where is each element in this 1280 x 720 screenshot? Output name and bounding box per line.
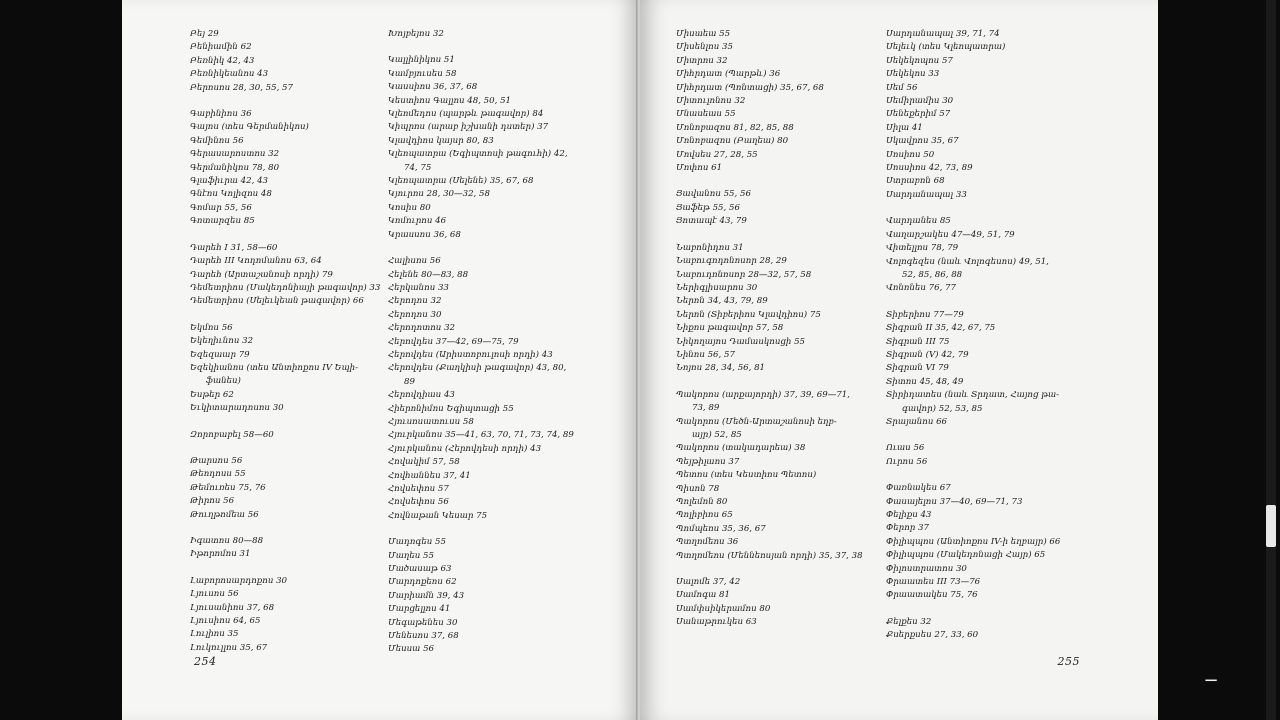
index-entry: Լյուսիոս 64, 65 [190,616,261,627]
page-left [122,0,638,720]
index-entry: Կրասսոս 36, 68 [388,229,461,240]
index-entry: Յաֆեթ 55, 56 [676,202,740,213]
index-entry: Հովսեփոս 56 [388,497,449,508]
index-entry: Մեսսա 56 [388,644,434,655]
index-entry: Դարեհ III Կոդոմանոս 63, 64 [190,256,322,267]
index-entry: Նաբուդոնոսոր 28—32, 57, 58 [676,269,812,280]
index-entry: Հերկանոս 33 [388,282,449,293]
index-entry: Տիգրան II 35, 42, 67, 75 [886,323,996,334]
index-entry: Մարիամն 39, 43 [388,590,465,601]
index-entry: Սենեքերիմ 57 [886,109,951,120]
index-entry: Կլեոպատրա (Եգիպտոսի թագուհի) 42, [388,149,568,160]
index-gap [190,442,390,455]
index-entry: Հելենե 80—83, 88 [388,269,469,280]
index-entry: Պտղոմեոս 36 [676,537,739,548]
index-entry: Վաղարշակես 47—49, 51, 79 [886,229,1015,240]
index-entry: Քսերքսես 27, 33, 60 [886,630,979,641]
index-entry: Սեկեկոպոս 57 [886,55,953,66]
page-right [640,0,1158,720]
index-gap [190,416,390,429]
index-entry: Միսաեա 55 [676,29,731,39]
index-entry: Միտրոս 32 [676,55,728,66]
index-entry: Զորոբաբել 58—60 [190,429,274,440]
index-entry: Հովակիմ 57, 58 [388,457,460,468]
index-entry: Իգատոս 80—88 [190,536,264,546]
index-entry: Վիտելլոս 78, 79 [886,243,959,254]
index-entry: Սարդանապալ 33 [886,189,967,200]
index-entry: Լյուսոս 56 [190,589,239,600]
index-entry: Տիրիդատես (նաև Տրդատ, Հայոց թա- [886,390,1060,401]
index-entry: Կյուրոս 28, 30—32, 58 [388,189,490,200]
index-column-d [886,28,1090,643]
index-entry: Մեգաթենես 30 [388,617,458,628]
index-gap [886,202,1090,215]
index-entry: Բեյ 29 [190,29,219,39]
index-entry: Բենիամին 62 [190,42,252,53]
index-entry: Կլավդիոս կայսր 80, 83 [388,135,494,146]
index-entry: Լուլիոս 35 [190,629,239,640]
index-gap [676,175,882,188]
index-entry: Փերոր 37 [886,523,929,534]
index-entry: Մոնոբազոս 81, 82, 85, 88 [676,122,794,133]
index-entry: Գերասարոստոս 32 [190,149,280,160]
index-entry: Հյուրկանոս 35—41, 63, 70, 71, 73, 74, 89 [388,430,574,441]
index-entry: Միհրդատ (Պոնտացի) 35, 67, 68 [676,82,824,93]
index-entry: Բերոսոս 28, 30, 55, 57 [190,82,293,93]
index-entry: Ուաս 56 [886,443,925,454]
index-entry: Կոմուրոս 46 [388,216,447,227]
index-entry: Լուկուլլոս 35, 67 [190,642,268,653]
index-gap [886,296,1090,309]
index-entry: գավոր) 52, 53, 85 [902,403,983,414]
index-entry: Հերովդես (Քաղկիսի թագավոր) 43, 80, [388,363,567,374]
index-entry: Կոսիս 80 [388,202,431,213]
index-entry: Լաբորոսարդոքոս 30 [190,575,288,586]
index-gap [676,229,882,242]
index-entry: Ստրաբոն 68 [886,176,945,187]
index-entry: Հյուրկանոս (Հերովդեսի որդի) 43 [388,443,542,454]
index-entry: Հերոդոս 30 [388,309,442,320]
index-entry: Մադոգես 55 [388,537,446,548]
index-entry: Պոլեմոն 80 [676,497,728,507]
index-entry: Եսթեր 62 [190,389,234,400]
index-entry: Պոմպեոս 35, 36, 67 [676,523,766,534]
index-entry: Մենեսոս 37, 68 [388,631,459,642]
index-entry: Տիբերիոս 77—79 [886,309,964,320]
index-entry: Պետոս (տես Կեստիոս Պետոս) [676,470,817,481]
index-entry: Քելքես 32 [886,616,932,627]
index-entry: 73, 89 [692,403,720,414]
index-entry: Պակորոս (Մեծն-Արտաշանոսի եղբ- [676,416,837,427]
index-gap [190,562,390,575]
index-entry: Նոյոս 28, 34, 56, 81 [676,363,766,374]
index-entry: Նիկողայոս Դամասկոսցի 55 [676,336,806,347]
index-entry: Հյուսոսատուսս 58 [388,416,474,427]
index-entry: Պոլիբիոս 65 [676,510,733,521]
index-entry: Ներոն (Տիբերիոս Կլավդիոս) 75 [676,309,821,320]
index-entry: Գլաֆիւրա 42, 43 [190,176,269,187]
index-entry: Դեմետրիոս (Մակեդոնիայի թագավոր) 33 [190,282,381,293]
index-gap [190,522,390,535]
index-gap [190,229,390,242]
index-entry: Գայոս (տես Գերմանիկոս) [190,122,309,133]
index-entry: Սամփսիկերամոս 80 [676,603,771,614]
index-entry: Եզեկիանոս (տես Անտիոքոս IV Եպի- [190,362,359,373]
index-entry: Ուրոս 56 [886,456,928,467]
index-entry: Մարդոքեոս 62 [388,577,457,588]
index-entry: 89 [404,376,415,387]
index-entry: Սանաթրուկես 63 [676,617,757,628]
index-entry: Հերովդես (Արիստոբուլոսի որդի) 43 [388,349,553,360]
index-entry: Պիսոն 78 [676,483,720,494]
page-number: 255 [1057,655,1080,668]
index-entry: Սալոմե 37, 42 [676,577,741,588]
index-entry: Կեստիոս Գալլոս 48, 50, 51 [388,95,512,106]
index-gap [676,563,882,576]
index-entry: Հովսեփոս 57 [388,484,449,494]
index-entry: Տիտոս 45, 48, 49 [886,376,964,387]
index-entry: Պակորոս (արքայորդի) 37, 39, 69—71, [676,389,850,400]
index-entry: Փիլիպպոս (Անտիոքոս IV-ի եղբայր) 66 [886,536,1061,547]
index-gap [190,95,390,108]
index-entry: Փառնակես 67 [886,483,951,494]
index-entry: Ներոն 34, 43, 79, 89 [676,296,768,307]
index-entry: Թեոդոսս 55 [190,469,246,480]
index-entry: Եկեղիւնոս 32 [190,336,254,347]
index-entry: Հովնաթան Կեսար 75 [388,510,488,521]
index-entry: Միսենլոս 35 [676,42,733,53]
index-entry: Տիգրան (V) 42, 79 [886,349,969,360]
index-entry: Իթորոմոս 31 [190,549,251,560]
index-entry: Մաղես 55 [388,550,434,561]
index-entry: Մոփոս 61 [676,163,723,174]
zoom-out-button[interactable]: − [1203,670,1219,691]
index-entry: Եզեզաար 79 [190,349,250,360]
index-entry: Հիերոնիմոս Եգիպտացի 55 [388,403,514,414]
index-entry: Մնասեաս 55 [676,109,736,120]
index-entry: Գոմար 55, 56 [190,202,252,213]
index-column-c [676,28,882,630]
index-entry: Կլեոմեդոս (պարթև թագավոր) 84 [388,109,544,120]
index-entry: Սեկեկոս 33 [886,69,940,80]
index-entry: Յավանոս 55, 56 [676,189,751,200]
index-entry: Հերոդոս 32 [388,296,442,307]
index-entry: Դարեհ I 31, 58—60 [190,242,278,253]
index-entry: Դարեհ (Արտաշանոսի որդի) 79 [190,269,333,280]
index-entry: Սոսսիոս 42, 73, 89 [886,163,973,174]
index-entry: Թեմուռես 75, 76 [190,482,266,493]
index-entry: Միտուլոնոս 32 [676,96,746,107]
index-entry: Փիլոստրատոս 30 [886,563,967,574]
index-entry: Կամբյուսես 58 [388,68,457,79]
index-entry: Փիլիպպոս (Մակեդոնացի Հայր) 65 [886,550,1046,561]
index-gap [886,469,1090,482]
index-entry: Թիրոս 56 [190,496,235,507]
index-entry: Սարդանապալ 39, 71, 74 [886,29,1000,39]
index-entry: Գաբինիոս 36 [190,109,252,120]
index-entry: Յոտապէ 43, 79 [676,216,747,227]
index-entry: 52, 85, 86, 88 [902,269,963,280]
index-entry: Կալլինիկոս 51 [388,55,455,66]
index-entry: Սոսիոս 50 [886,149,935,160]
index-entry: Փասայելոս 37—40, 69—71, 73 [886,496,1023,507]
index-entry: Մոնոբազոս (Բաղեա) 80 [676,136,789,147]
scrollbar-thumb[interactable] [1266,505,1276,547]
index-entry: Սեմիրամիս 30 [886,96,954,107]
index-entry: Մարցելլոս 41 [388,604,451,615]
index-entry: ֆանես) [206,376,241,387]
index-entry: Կլեոպատրա (Սելենե) 35, 67, 68 [388,176,534,187]
index-entry: Փրաատակես 75, 76 [886,590,978,601]
vertical-scrollbar[interactable] [1266,0,1276,720]
index-entry: Սամոգա 81 [676,590,730,601]
zoom-in-button[interactable] [1232,668,1258,694]
index-entry: 74, 75 [404,162,432,173]
index-entry: Գերմանիկոս 78, 80 [190,162,280,173]
index-entry: Պտղոմեոս (Մեննեոսյան որդի) 35, 37, 38 [676,550,863,561]
index-entry: Թարսոս 56 [190,455,243,466]
index-entry: Հալիսոս 56 [388,256,441,267]
index-entry: Նաբուգոդոնոսոր 28, 29 [676,256,787,267]
index-entry: Գեմինոս 56 [190,135,244,146]
index-entry: Ներիգլիսարոս 30 [676,282,758,293]
index-entry: Խոյբեյոս 32 [388,29,444,39]
index-gap [388,523,600,536]
index-entry: Պեյթիլաոս 37 [676,456,740,467]
index-entry: Գնէոս Կոլիզոս 48 [190,189,272,200]
index-gap [676,376,882,389]
index-entry: Սկավրոս 35, 67 [886,136,959,147]
index-gap [388,41,600,54]
index-entry: Սեմ 56 [886,82,918,93]
index-entry: Հովհաննես 37, 41 [388,470,471,481]
index-gap [388,242,600,255]
index-entry: Բեռնիկ 42, 43 [190,55,255,66]
index-entry: Տրայանոս 66 [886,416,948,427]
index-entry: Կասսիոս 36, 37, 68 [388,82,478,93]
index-entry: Պակորոս (տակադարեա) 38 [676,443,806,454]
index-gap [190,309,390,322]
index-entry: Սիլա 41 [886,122,923,133]
index-entry: Վոնոնես 76, 77 [886,283,956,294]
page-number: 254 [194,655,217,668]
index-entry: Փրաատես III 73—76 [886,577,981,588]
index-entry: այր) 52, 85 [692,429,742,440]
index-entry: Հերոդոտոս 32 [388,323,456,334]
index-entry: Փելիքս 43 [886,510,932,520]
index-entry: Վոլոգեզես (նաև Վոլոգեսոս) 49, 51, [886,256,1049,267]
index-entry: Սելեւկ (տես Կլեոպատրա) [886,42,1006,53]
index-entry: Նիքոս թագավոր 57, 58 [676,323,784,334]
index-entry: Եկմոս 56 [190,322,233,333]
index-entry: Հերովդիաս 43 [388,390,455,401]
index-column-a [190,28,390,655]
index-entry: Հերովդես 37—42, 69—75, 79 [388,336,519,347]
index-column-b [388,28,600,657]
index-entry: Գոտարզես 85 [190,216,255,227]
index-entry: Լյուսանիոս 37, 68 [190,602,275,613]
index-entry: Նինոս 56, 57 [676,349,735,360]
index-entry: Միհրդատ (Պարթև) 36 [676,69,781,80]
index-entry: Տիգրան III 75 [886,336,950,347]
index-entry: Եւկիտարադոսոս 30 [190,403,284,414]
index-entry: Բեռնիկեանոս 43 [190,69,269,80]
index-entry: Մովսես 27, 28, 55 [676,149,758,160]
index-gap [886,429,1090,442]
index-entry: Նաբոնիդոս 31 [676,242,744,253]
index-entry: Կիպրոս (արաբ իշխանի դստեր) 37 [388,122,549,133]
index-entry: Մածասաթ 63 [388,564,452,575]
index-entry: Թուղթոմեա 56 [190,509,259,520]
index-gap [886,603,1090,616]
index-entry: Դեմետրիոս (Սելեւկեան թագավոր) 66 [190,296,364,307]
index-entry: Տիգրան VI 79 [886,363,949,374]
index-entry: Վարդանես 85 [886,216,951,227]
